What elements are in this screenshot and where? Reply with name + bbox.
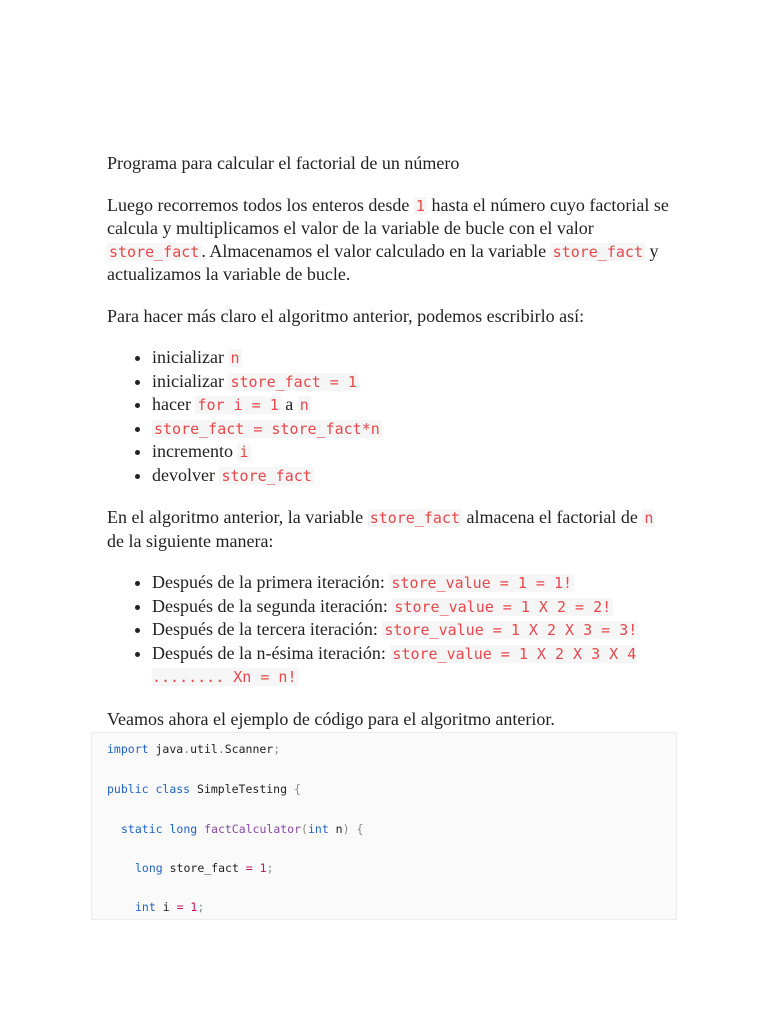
inline-code: store_value = 1 X 2 X 3 = 3! <box>384 621 638 639</box>
intro-title: Programa para calcular el factorial de un número <box>107 153 460 173</box>
operator: = <box>176 900 191 914</box>
text: Después de la segunda iteración: <box>152 595 393 616</box>
text: incremento <box>152 441 238 461</box>
list-item <box>152 370 672 394</box>
inline-code: store_fact <box>109 242 200 261</box>
code-line <box>135 899 204 915</box>
code-line <box>135 860 274 876</box>
iterations-list <box>107 571 672 689</box>
list-item <box>152 464 672 488</box>
algorithm-steps-list <box>107 346 672 487</box>
list-item <box>152 393 672 417</box>
list-item <box>152 346 672 370</box>
text: Después de la primera iteración: <box>152 572 390 592</box>
inline-code: store_value = 1 X 2 X 3 X 4 ........ Xn = n! <box>152 644 637 686</box>
punctuation: { <box>293 782 301 796</box>
punctuation: ( <box>301 822 308 836</box>
list-item <box>152 417 672 441</box>
inline-code: store_fact = store_fact*n <box>154 419 380 438</box>
keyword: static <box>121 822 163 836</box>
number: 1 <box>190 900 198 914</box>
paragraph-factorial-storage <box>107 506 672 552</box>
inline-code: 1 <box>415 196 425 215</box>
identifier: java <box>148 742 184 756</box>
text: de la siguiente manera: <box>107 530 274 551</box>
text: Luego recorremos todos los enteros desde <box>107 194 414 215</box>
number: 1 <box>259 861 267 875</box>
function-name: factCalculator <box>197 822 302 836</box>
keyword: long <box>162 822 198 836</box>
paragraph-code-intro: Veamos ahora el ejemplo de código para el algoritmo anterior. <box>107 708 555 729</box>
inline-code: n <box>230 349 240 367</box>
punctuation: ; <box>273 742 281 756</box>
keyword: import <box>107 742 149 756</box>
list-item <box>152 440 672 464</box>
list-item <box>152 642 672 689</box>
inline-code: store_value = 1 = 1! <box>391 574 573 592</box>
inline-code: store_fact <box>221 466 312 485</box>
text: y actualizamos la variable de bucle. <box>107 240 659 284</box>
list-item <box>152 595 672 619</box>
identifier: Scanner <box>224 742 274 756</box>
list-item <box>152 571 672 595</box>
text: inicializar <box>152 370 229 391</box>
text: hasta el número cuyo factorial se calcula y multiplicamos el valor de la variable de bucle con el valor <box>107 194 669 238</box>
punctuation: ) { <box>342 822 364 836</box>
identifier: store_fact <box>162 861 246 875</box>
inline-code: for i = 1 <box>197 396 279 414</box>
inline-code: store_value = 1 X 2 = 2! <box>394 597 612 616</box>
paragraph-loop-explanation <box>107 194 672 286</box>
keyword: class <box>148 782 191 796</box>
punctuation: ; <box>266 861 274 875</box>
text: En el algoritmo anterior, la variable <box>107 507 368 527</box>
code-line <box>107 781 301 797</box>
operator: = <box>245 861 260 875</box>
text: . Almacenamos el valor calculado en la variable <box>201 240 551 261</box>
list-item <box>152 618 672 642</box>
code-block[interactable] <box>91 732 677 920</box>
inline-code: store_fact <box>369 509 460 527</box>
identifier: i <box>155 900 177 914</box>
punctuation: . <box>183 742 191 756</box>
paragraph-algorithm-intro: Para hacer más claro el algoritmo anterior, podemos escribirlo así: <box>107 305 585 326</box>
keyword: long <box>135 861 163 875</box>
identifier: n <box>328 822 343 836</box>
code-line <box>121 821 363 837</box>
identifier: SimpleTesting <box>190 782 294 796</box>
keyword: int <box>307 822 329 836</box>
text: a <box>280 394 298 414</box>
inline-code: n <box>299 396 309 414</box>
text: devolver <box>152 464 220 485</box>
text: Después de la tercera iteración: <box>152 619 383 639</box>
article-body <box>107 152 672 749</box>
inline-code: n <box>644 509 654 527</box>
identifier: util <box>190 742 218 756</box>
inline-code: i <box>239 443 249 461</box>
keyword: int <box>135 900 156 914</box>
inline-code: store_fact = 1 <box>230 372 357 391</box>
punctuation: ; <box>197 900 205 914</box>
code-line <box>107 741 280 757</box>
inline-code: store_fact <box>552 242 643 261</box>
punctuation: . <box>217 742 225 756</box>
text: inicializar <box>152 347 229 367</box>
text: almacena el factorial de <box>462 507 643 527</box>
keyword: public <box>107 782 149 796</box>
text: hacer <box>152 394 196 414</box>
text: Después de la n-ésima iteración: <box>152 642 391 663</box>
